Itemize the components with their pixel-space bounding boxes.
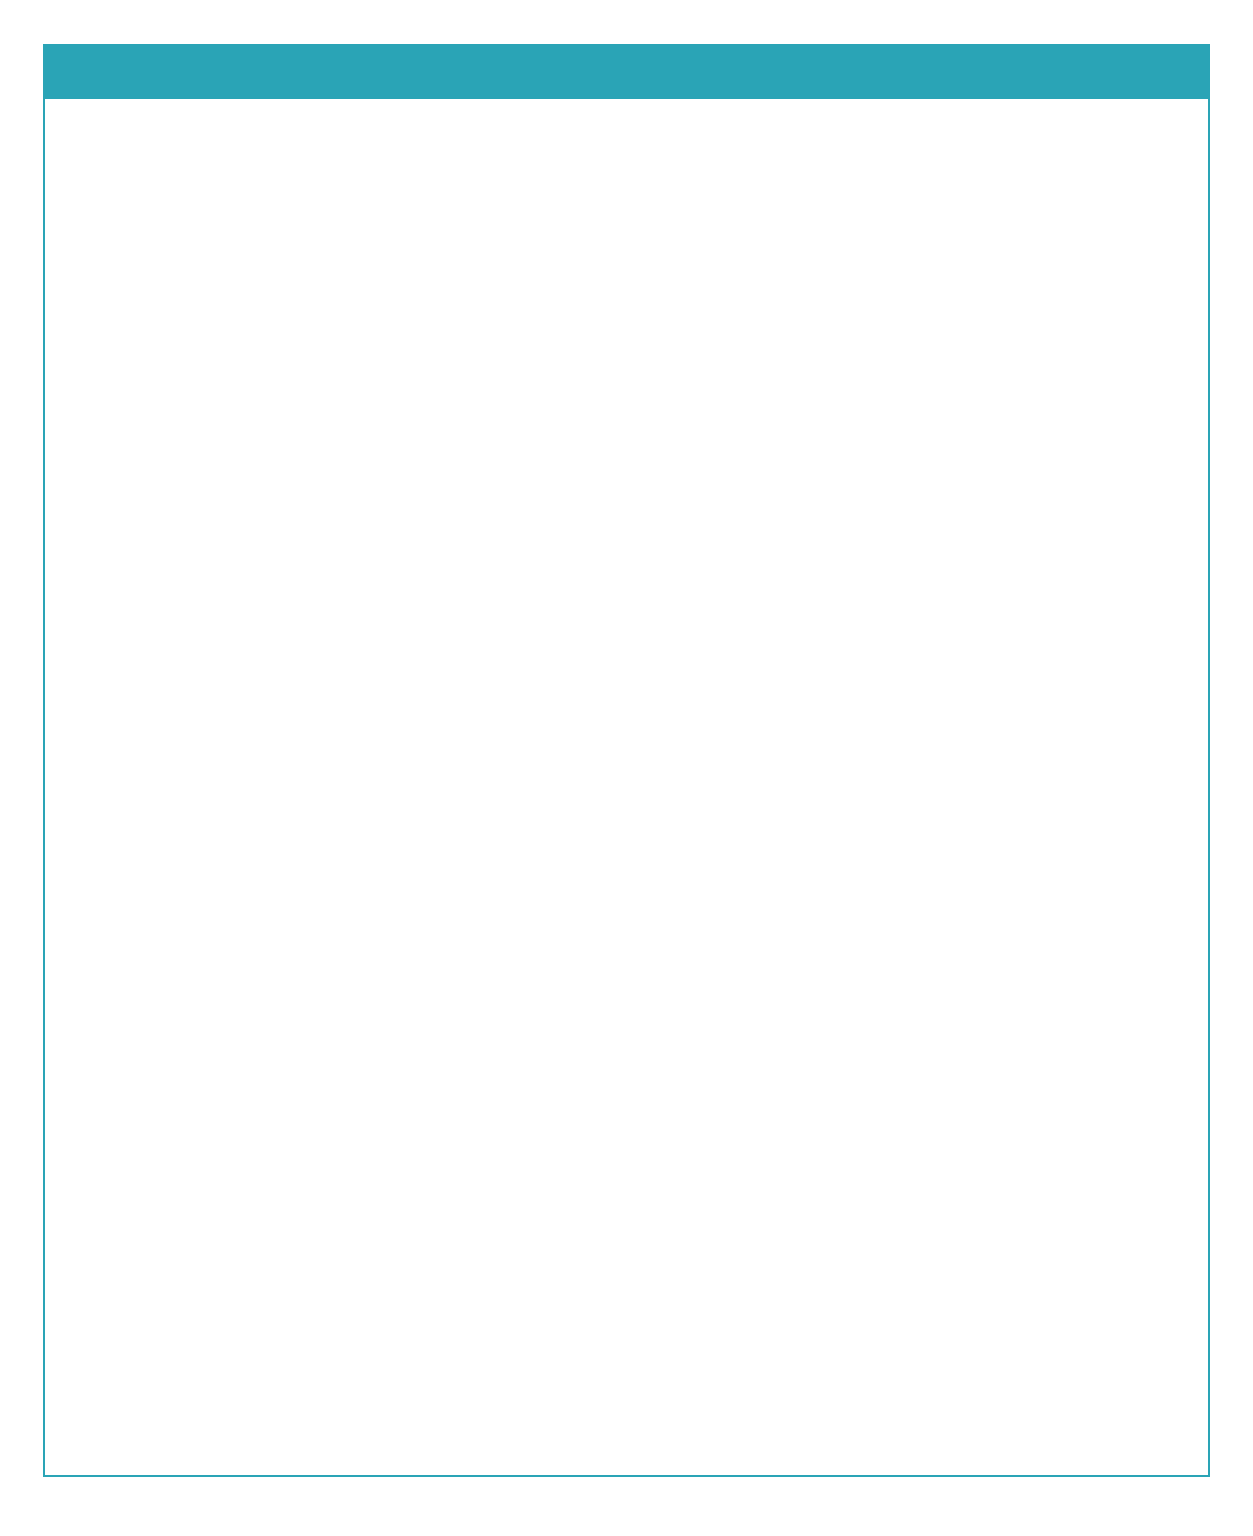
header-four-treatments [685,46,948,99]
header-one-treatment [422,46,685,99]
header-area [176,46,422,99]
header-six-treatments [948,46,1208,99]
table-header [45,46,1208,99]
price-table [43,44,1210,1477]
